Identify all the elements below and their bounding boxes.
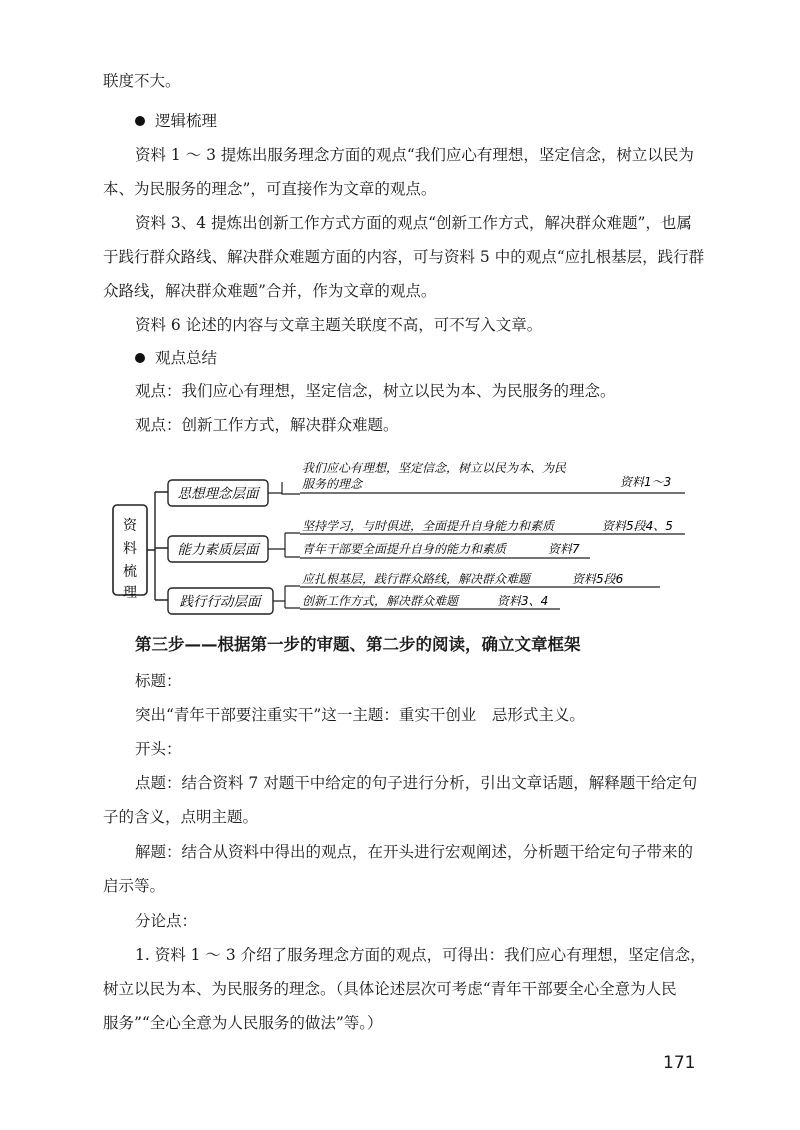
branch-connector (268, 533, 300, 557)
section-summary-title (135, 347, 217, 369)
item-source: 资料7 (548, 542, 580, 556)
bullet-icon (135, 116, 145, 126)
section-title: 观点总结 (155, 349, 218, 367)
sub-point-label: 分论点： (135, 912, 198, 930)
item-source: 资料5段6 (572, 572, 624, 586)
root-char-3: 梳 (123, 564, 137, 580)
paragraph-line: 1. 资料 1 ～ 3 介绍了服务理念方面的观点，可得出：我们应心有理想，坚定信念， (135, 946, 706, 964)
root-char-2: 料 (123, 541, 137, 557)
paragraph-fragment: 联度不大。 (103, 72, 181, 90)
branch-label: 能力素质层面 (177, 542, 259, 558)
paragraph-line: 解题：结合从资料中得出的观点，在开头进行宏观阐述，分析题干给定句子带来的 (135, 843, 694, 861)
item-text: 坚持学习，与时俱进，全面提升自身能力和素质 (302, 519, 555, 533)
item-source: 资料5段4、5 (602, 519, 673, 533)
item-text: 青年干部要全面提升自身的能力和素质 (302, 542, 507, 556)
section-title: 逻辑梳理 (155, 112, 218, 130)
item-text: 创新工作方式，解决群众难题 (302, 594, 459, 608)
paragraph-line: 点题：结合资料 7 对题干中给定的句子进行分析，引出文章话题，解释题干给定句 (135, 774, 698, 792)
summary-point: 观点：创新工作方式，解决群众难题。 (135, 416, 399, 434)
root-char-4: 理 (123, 585, 137, 601)
paragraph-line: 服务”“全心全意为人民服务的做法”等。） (103, 1014, 383, 1032)
root-brace (147, 492, 168, 600)
paragraph-line: 资料 3、4 提炼出创新工作方式方面的观点“创新工作方式，解决群众难题”，也属 (135, 214, 692, 232)
paragraph-line: 本、为民服务的理念”，可直接作为文章的观点。 (103, 180, 437, 198)
title-label: 标题： (135, 672, 182, 690)
branch-connector (273, 586, 300, 608)
item-source: 资料3、4 (497, 594, 549, 608)
bullet-icon (135, 353, 145, 363)
paragraph-line: 子的含义，点明主题。 (103, 808, 259, 826)
item-text: 我们应心有理想，坚定信念，树立以民为本、为民 (302, 461, 567, 475)
branch-connector (268, 482, 300, 494)
summary-point: 观点：我们应心有理想，坚定信念，树立以民为本、为民服务的理念。 (135, 382, 616, 400)
branch-label: 思想理念层面 (177, 486, 259, 502)
title-text: 突出“青年干部要注重实干”这一主题：重实干创业 忌形式主义。 (135, 706, 585, 724)
paragraph-line: 启示等。 (103, 877, 166, 895)
step3-heading: 第三步——根据第一步的审题、第二步的阅读，确立文章框架 (135, 635, 581, 654)
paragraph-line: 树立以民为本、为民服务的理念。（具体论述层次可考虑“青年干部要全心全意为人民 (103, 980, 677, 998)
page-number: 171 (663, 1053, 696, 1073)
paragraph-line: 众路线，解决群众难题”合并，作为文章的观点。 (103, 282, 437, 300)
item-text: 应扎根基层，践行群众路线，解决群众难题 (302, 572, 531, 586)
root-char-1: 资 (123, 518, 137, 534)
section-logic-title (135, 110, 217, 132)
opening-label: 开头： (135, 740, 182, 758)
material-mindmap (0, 450, 800, 630)
item-source: 资料1～3 (620, 475, 672, 489)
paragraph-line: 资料 6 论述的内容与文章主题关联度不高，可不写入文章。 (135, 316, 543, 334)
paragraph-line: 资料 1 ～ 3 提炼出服务理念方面的观点“我们应心有理想，坚定信念，树立以民为 (135, 146, 694, 164)
branch-label: 践行行动层面 (179, 594, 261, 610)
item-text: 服务的理念 (302, 477, 363, 491)
paragraph-line: 于践行群众路线、解决群众难题方面的内容，可与资料 5 中的观点“应扎根基层，践行群 (103, 248, 705, 266)
